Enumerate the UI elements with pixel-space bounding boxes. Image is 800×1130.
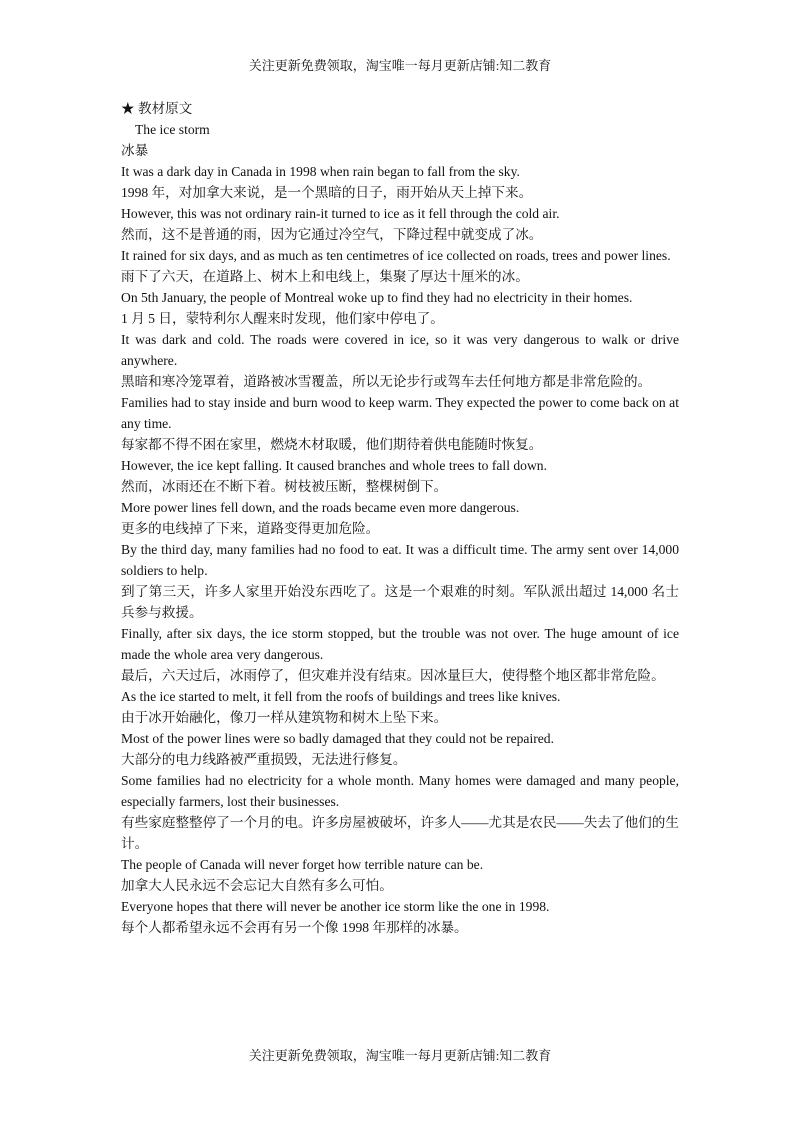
title-english: The ice storm: [135, 122, 210, 137]
paragraph-chinese: 然而，这不是普通的雨，因为它通过冷空气，下降过程中就变成了冰。: [121, 227, 543, 242]
paragraph-english: Families had to stay inside and burn wood to keep warm. They expected the power to come back on at any time.: [121, 395, 679, 431]
paragraph-chinese: 雨下了六天，在道路上、树木上和电线上，集聚了厚达十厘米的冰。: [121, 269, 529, 284]
paragraph-english: As the ice started to melt, it fell from the roofs of buildings and trees like knives.: [121, 689, 561, 704]
paragraph-english: More power lines fell down, and the roads became even more dangerous.: [121, 500, 520, 515]
paragraph-chinese: 1998 年，对加拿大来说，是一个黑暗的日子，雨开始从天上掉下来。: [121, 185, 533, 200]
page-header: 关注更新免费领取，淘宝唯一每月更新店铺:知二教育: [248, 58, 552, 73]
paragraph-chinese: 大部分的电力线路被严重损毁，无法进行修复。: [121, 752, 407, 767]
paragraph-chinese: 然而，冰雨还在不断下着。树枝被压断，整棵树倒下。: [121, 479, 448, 494]
title-chinese: 冰暴: [121, 143, 149, 158]
paragraph-english: It was dark and cold. The roads were covered in ice, so it was very dangerous to walk or drive anywhere.: [121, 332, 679, 368]
paragraph-english: The people of Canada will never forget how terrible nature can be.: [121, 857, 484, 872]
paragraph-chinese: 黑暗和寒冷笼罩着，道路被冰雪覆盖，所以无论步行或驾车去任何地方都是非常危险的。: [121, 374, 652, 389]
page-footer: 关注更新免费领取，淘宝唯一每月更新店铺:知二教育: [248, 1048, 552, 1063]
paragraph-english: However, the ice kept falling. It caused branches and whole trees to fall down.: [121, 458, 547, 473]
paragraph-english: Most of the power lines were so badly damaged that they could not be repaired.: [121, 731, 554, 746]
paragraph-english: On 5th January, the people of Montreal woke up to find they had no electricity in their homes.: [121, 290, 633, 305]
paragraph-chinese: 加拿大人民永远不会忘记大自然有多么可怕。: [121, 878, 393, 893]
paragraph-chinese: 1 月 5 日，蒙特利尔人醒来时发现，他们家中停电了。: [121, 311, 444, 326]
section-heading: ★ 教材原文: [121, 101, 193, 116]
paragraph-english: Some families had no electricity for a whole month. Many homes were damaged and many people, especially farmers, lost their businesses.: [121, 773, 679, 809]
paragraph-english: It was a dark day in Canada in 1998 when rain began to fall from the sky.: [121, 164, 520, 179]
paragraph-english: It rained for six days, and as much as ten centimetres of ice collected on roads, trees and power lines.: [121, 248, 671, 263]
paragraph-chinese: 到了第三天，许多人家里开始没东西吃了。这是一个艰难的时刻。军队派出超过 14,000 名士兵参与救援。: [121, 584, 679, 620]
paragraph-english: By the third day, many families had no food to eat. It was a difficult time. The army sent over 14,000 soldiers to help.: [121, 542, 679, 578]
document-body: [121, 98, 679, 938]
paragraph-english: Finally, after six days, the ice storm stopped, but the trouble was not over. The huge amount of ice made the whole area very dangerous.: [121, 626, 679, 662]
paragraph-english: Everyone hopes that there will never be another ice storm like the one in 1998.: [121, 899, 550, 914]
paragraph-chinese: 由于冰开始融化，像刀一样从建筑物和树木上坠下来。: [121, 710, 448, 725]
paragraph-chinese: 每家都不得不困在家里，燃烧木材取暖，他们期待着供电能随时恢复。: [121, 437, 543, 452]
paragraph-chinese: 每个人都希望永远不会再有另一个像 1998 年那样的冰暴。: [121, 920, 468, 935]
paragraph-chinese: 有些家庭整整停了一个月的电。许多房屋被破坏，许多人——尤其是农民——失去了他们的生计。: [121, 815, 679, 851]
paragraph-english: However, this was not ordinary rain-it turned to ice as it fell through the cold air.: [121, 206, 560, 221]
paragraph-chinese: 更多的电线掉了下来，道路变得更加危险。: [121, 521, 380, 536]
paragraph-chinese: 最后，六天过后，冰雨停了，但灾难并没有结束。因冰量巨大，使得整个地区都非常危险。: [121, 668, 665, 683]
